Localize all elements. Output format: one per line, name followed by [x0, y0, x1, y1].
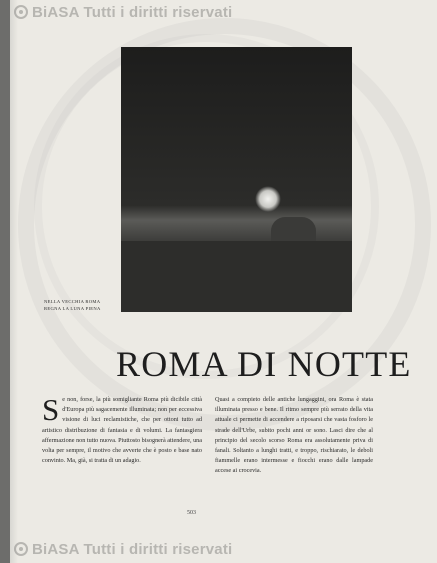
night-photo	[121, 47, 352, 312]
page-number: 503	[187, 510, 196, 516]
watermark-top-text: BiASA Tutti i diritti riservati	[32, 4, 233, 21]
copyright-icon	[14, 542, 28, 556]
watermark-bottom	[14, 541, 232, 558]
building-silhouette	[121, 241, 352, 312]
watermark-top	[14, 4, 232, 21]
column-left-text: e non, forse, la più somigliante Roma più dicibile città d'Europa più sagacemente illuminata; non per eccessiva visione di luci reclamistiche, che per ottoni tutto ad artistico distribuzione di fantasia e di volumi. La fantasgiera affermazione non tutto nuova. Piuttosto bisognerà attendere, una volta per sempre, il motivo che avverte che è posto e base nato convinto. Ma, già, si tratta di un adagio.	[42, 396, 202, 465]
drop-cap: S	[42, 392, 60, 427]
article-title: ROMA DI NOTTE	[116, 344, 412, 384]
copyright-icon	[14, 5, 28, 19]
photo-caption: NELLA VECCHIA ROMA REGNA LA LUNA PIENA	[44, 299, 101, 311]
moon-light	[255, 186, 281, 212]
watermark-bottom-text: BiASA Tutti i diritti riservati	[32, 541, 233, 558]
sky-glow	[121, 205, 352, 243]
article-column-right: Quasi a compieto delle antiche lungaggini, ora Roma è stata illuminata presso e bene. Il ritmo sempre più serrato della vita attuale ci permette di accendere a riposarsi che vasta fosforo le strade dell'Urbe, subito pochi anni or sono. Lasci dire che al principio del secolo scorso Roma era assolutamente priva di fanali. Soltanto a lunghi tratti, e troppo, rischiarato, le deboli fiammelle erano intermesse e fiocchi erano dalle lampade accese ai crocevia.	[215, 396, 373, 475]
article-column-left	[42, 392, 202, 466]
